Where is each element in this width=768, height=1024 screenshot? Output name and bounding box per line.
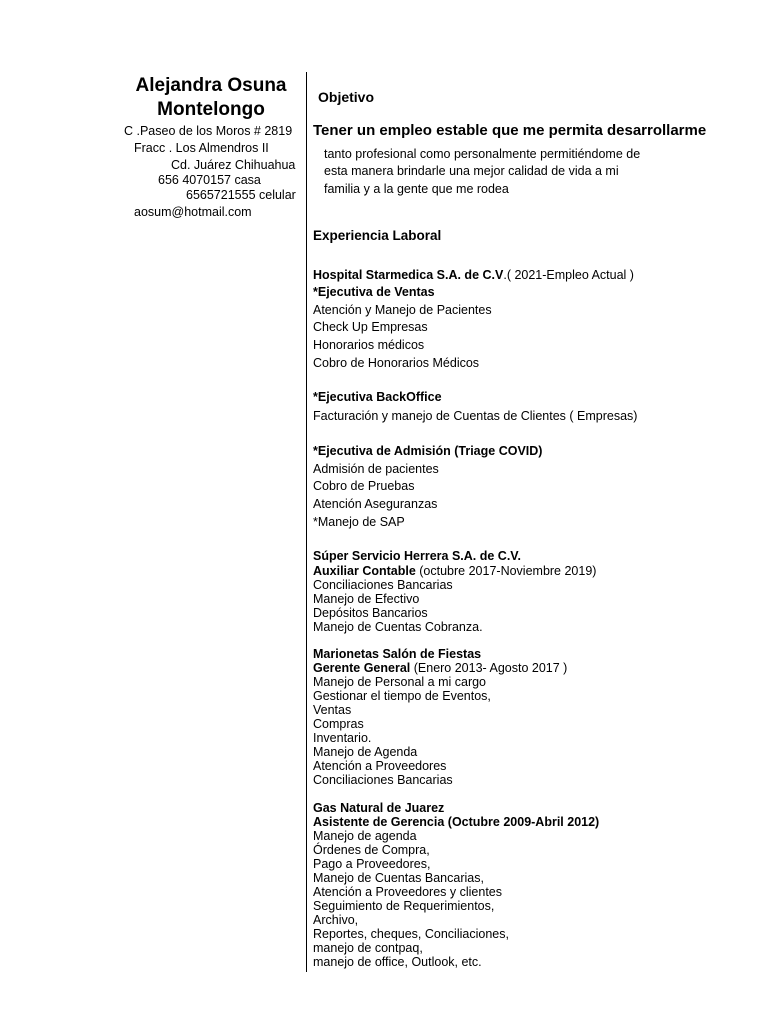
list-item: Honorarios médicos	[313, 338, 425, 352]
job-herrera-company: Súper Servicio Herrera S.A. de C.V.	[313, 549, 521, 563]
objective-lead: Tener un empleo estable que me permita desarrollarme	[313, 122, 707, 139]
list-item: Manejo de Personal a mi cargo	[313, 675, 487, 689]
job-starmedica-company	[313, 268, 634, 282]
phone-cell: 6565721555 celular	[186, 188, 296, 202]
list-item: Conciliaciones Bancarias	[313, 773, 453, 787]
list-item: Compras	[313, 717, 364, 731]
list-item: Depósitos Bancarios	[313, 606, 428, 620]
address-line-1: C .Paseo de los Moros # 2819	[124, 124, 293, 138]
list-item: Cobro de Honorarios Médicos	[313, 356, 480, 370]
list-item: Ventas	[313, 703, 352, 717]
list-item: Atención y Manejo de Pacientes	[313, 303, 492, 317]
role-backoffice: *Ejecutiva BackOffice	[313, 390, 442, 404]
list-item: manejo de contpaq,	[313, 941, 423, 955]
list-item: Manejo de Agenda	[313, 745, 418, 759]
list-item: Órdenes de Compra,	[313, 843, 430, 857]
list-item: Manejo de Cuentas Bancarias,	[313, 871, 484, 885]
list-item: Archivo,	[313, 913, 359, 927]
role-dates: (octubre 2017-Noviembre 2019)	[415, 564, 597, 578]
list-item: Admisión de pacientes	[313, 462, 439, 476]
objective-heading: Objetivo	[318, 89, 375, 105]
email: aosum@hotmail.com	[134, 205, 252, 219]
list-item: Pago a Proveedores,	[313, 857, 431, 871]
name-line-1: Alejandra Osuna	[135, 75, 287, 96]
list-item: Atención a Proveedores	[313, 759, 447, 773]
name-line-2: Montelongo	[157, 99, 265, 120]
list-item: Inventario.	[313, 731, 372, 745]
list-item: manejo de office, Outlook, etc.	[313, 955, 482, 969]
list-item: Manejo de Efectivo	[313, 592, 420, 606]
job-gas-company: Gas Natural de Juarez	[313, 801, 445, 815]
objective-body-1: tanto profesional como personalmente permitiéndome de	[324, 147, 641, 161]
job-marionetas-company: Marionetas Salón de Fiestas	[313, 647, 482, 661]
list-item: Atención a Proveedores y clientes	[313, 885, 502, 899]
list-item: Manejo de agenda	[313, 829, 417, 843]
job-marionetas-role	[313, 661, 567, 675]
list-item: Gestionar el tiempo de Eventos,	[313, 689, 491, 703]
company-dates: .( 2021-Empleo Actual )	[503, 268, 634, 282]
experience-heading: Experiencia Laboral	[313, 228, 442, 243]
role-admision: *Ejecutiva de Admisión (Triage COVID)	[313, 444, 543, 458]
role-dates: (Enero 2013- Agosto 2017 )	[410, 661, 568, 675]
role-title: Auxiliar Contable	[313, 564, 416, 578]
company-name: Hospital Starmedica S.A. de C.V	[313, 268, 504, 282]
list-item: Reportes, cheques, Conciliaciones,	[313, 927, 509, 941]
list-item: Atención Aseguranzas	[313, 497, 438, 511]
list-item: Facturación y manejo de Cuentas de Clientes ( Empresas)	[313, 409, 638, 423]
city: Cd. Juárez Chihuahua	[171, 158, 296, 172]
role-ventas: *Ejecutiva de Ventas	[313, 285, 435, 299]
phone-home: 656 4070157 casa	[158, 173, 261, 187]
list-item: *Manejo de SAP	[313, 515, 405, 529]
list-item: Manejo de Cuentas Cobranza.	[313, 620, 483, 634]
list-item: Seguimiento de Requerimientos,	[313, 899, 495, 913]
job-gas-role: Asistente de Gerencia (Octubre 2009-Abril 2012)	[313, 815, 600, 829]
objective-body-2: esta manera brindarle una mejor calidad de vida a mi	[324, 164, 619, 178]
column-divider	[306, 72, 307, 972]
list-item: Conciliaciones Bancarias	[313, 578, 453, 592]
objective-body-3: familia y a la gente que me rodea	[324, 182, 509, 196]
list-item: Check Up Empresas	[313, 320, 428, 334]
role-title: Gerente General	[313, 661, 411, 675]
job-herrera-role	[313, 564, 596, 578]
list-item: Cobro de Pruebas	[313, 479, 415, 493]
address-line-2: Fracc . Los Almendros II	[134, 141, 269, 155]
